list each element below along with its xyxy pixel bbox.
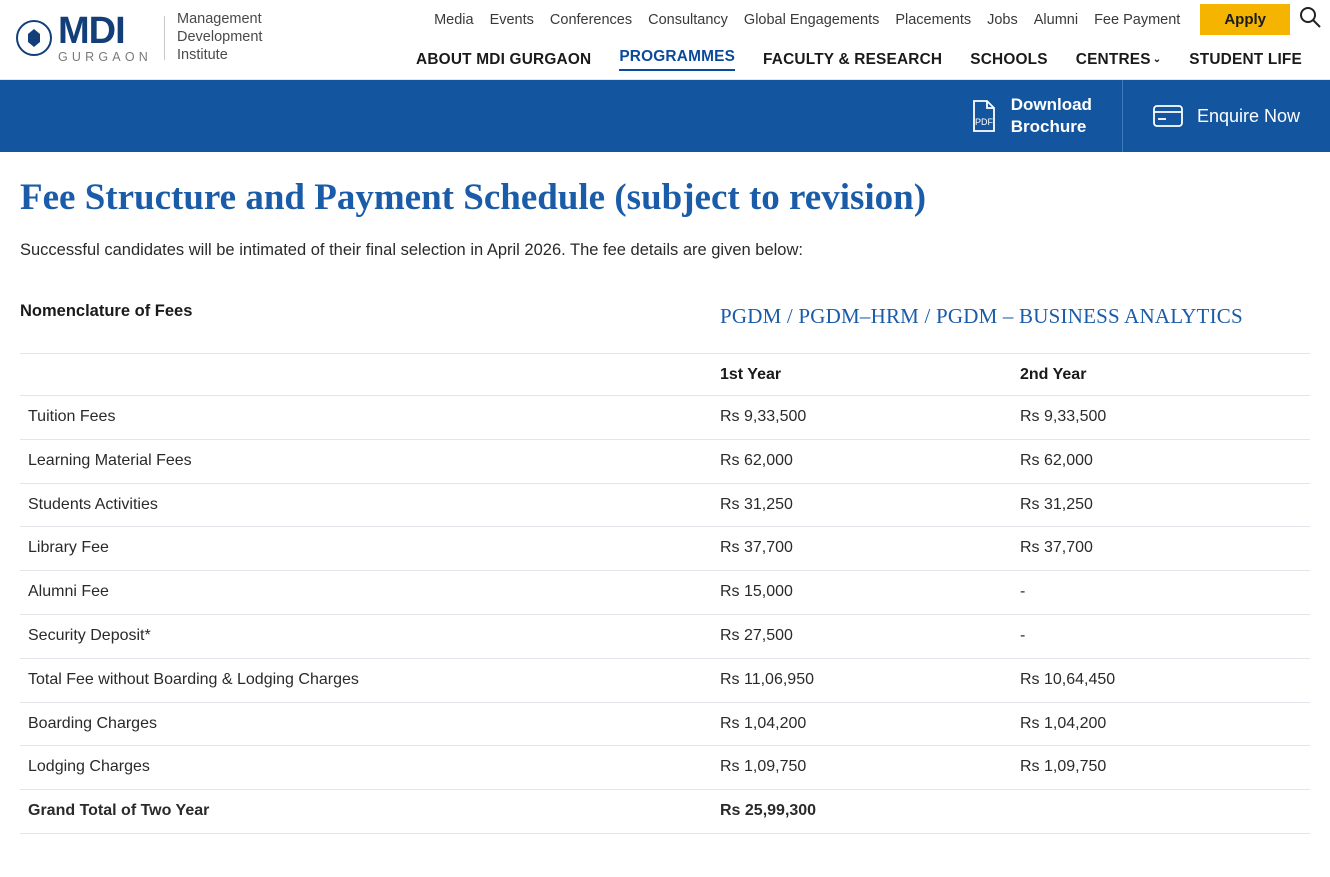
subheader-blank xyxy=(20,353,720,395)
top-link-media[interactable]: Media xyxy=(434,11,474,28)
top-link-global-engagements[interactable]: Global Engagements xyxy=(743,11,880,28)
row-label: Lodging Charges xyxy=(20,746,720,790)
table-row xyxy=(20,439,1310,483)
row-year-2-value: Rs 37,700 xyxy=(1020,527,1310,571)
row-year-2-value: Rs 31,250 xyxy=(1020,483,1310,527)
table-row xyxy=(20,614,1310,658)
column-header-programme: PGDM / PGDM–HRM / PGDM – BUSINESS ANALYTICS xyxy=(720,290,1310,353)
row-year-1-value: Rs 1,09,750 xyxy=(720,746,1020,790)
table-row xyxy=(20,571,1310,615)
table-header-row xyxy=(20,290,1310,353)
download-brochure-button[interactable] xyxy=(941,80,1123,152)
logo-wordmark xyxy=(58,12,152,64)
row-year-2-value: Rs 1,09,750 xyxy=(1020,746,1310,790)
logo-divider xyxy=(164,16,165,60)
row-label: Students Activities xyxy=(20,483,720,527)
download-line-2: Brochure xyxy=(1010,117,1087,136)
column-header-nomenclature: Nomenclature of Fees xyxy=(20,290,720,353)
row-label: Library Fee xyxy=(20,527,720,571)
row-year-1-value: Rs 11,06,950 xyxy=(720,658,1020,702)
table-row xyxy=(20,527,1310,571)
row-label: Tuition Fees xyxy=(20,395,720,439)
row-year-1-value: Rs 37,700 xyxy=(720,527,1020,571)
row-year-1-value: Rs 31,250 xyxy=(720,483,1020,527)
row-year-2-value: Rs 62,000 xyxy=(1020,439,1310,483)
row-year-2-value: - xyxy=(1020,571,1310,615)
nav-item-student-life[interactable]: STUDENT LIFE xyxy=(1189,50,1302,68)
main-navigation xyxy=(416,48,1302,71)
row-year-2-value: Rs 1,04,200 xyxy=(1020,702,1310,746)
nav-item-about-mdi-gurgaon[interactable]: ABOUT MDI GURGAON xyxy=(416,50,592,68)
row-label: Grand Total of Two Year xyxy=(20,790,720,834)
enquire-now-button[interactable] xyxy=(1123,80,1330,152)
chevron-down-icon: ⌄ xyxy=(1152,53,1162,65)
svg-text:PDF: PDF xyxy=(974,117,993,127)
top-link-fee-payment[interactable]: Fee Payment xyxy=(1094,11,1181,28)
nav-item-faculty-research[interactable]: FACULTY & RESEARCH xyxy=(763,50,943,68)
fee-structure-table xyxy=(20,290,1310,834)
logo-full-name: Management Development Institute xyxy=(177,11,263,63)
row-year-2-value xyxy=(1020,790,1310,834)
row-label: Boarding Charges xyxy=(20,702,720,746)
top-link-conferences[interactable]: Conferences xyxy=(549,11,633,28)
intro-paragraph: Successful candidates will be intimated of their final selection in April 2026. The fee details are given below: xyxy=(20,241,803,259)
logo-mdi-text: MDI xyxy=(58,10,125,53)
table-row xyxy=(20,746,1310,790)
top-link-placements[interactable]: Placements xyxy=(895,11,972,28)
top-link-consultancy[interactable]: Consultancy xyxy=(648,11,728,28)
row-label: Alumni Fee xyxy=(20,571,720,615)
row-year-1-value: Rs 9,33,500 xyxy=(720,395,1020,439)
download-line-1: Download xyxy=(1010,94,1092,114)
table-row xyxy=(20,483,1310,527)
search-icon[interactable] xyxy=(1298,5,1322,29)
credit-card-icon xyxy=(1153,105,1183,127)
apply-button[interactable]: Apply xyxy=(1200,4,1290,35)
table-row xyxy=(20,395,1310,439)
nav-item-programmes[interactable]: PROGRAMMES xyxy=(619,48,735,71)
top-link-alumni[interactable]: Alumni xyxy=(1033,11,1079,28)
page-title: Fee Structure and Payment Schedule (subject to revision) xyxy=(20,177,927,218)
top-link-jobs[interactable]: Jobs xyxy=(987,11,1018,28)
table-row xyxy=(20,658,1310,702)
download-brochure-label xyxy=(1011,94,1092,139)
column-header-year-1: 1st Year xyxy=(720,353,1020,395)
row-year-2-value: Rs 9,33,500 xyxy=(1020,395,1310,439)
column-header-year-2: 2nd Year xyxy=(1020,353,1310,395)
row-year-1-value: Rs 1,04,200 xyxy=(720,702,1020,746)
table-row xyxy=(20,702,1310,746)
nav-item-centres-label: CENTRES xyxy=(1075,50,1151,68)
row-label: Learning Material Fees xyxy=(20,439,720,483)
row-label: Security Deposit* xyxy=(20,614,720,658)
pdf-file-icon xyxy=(971,100,997,132)
main-content xyxy=(0,152,1330,834)
mdi-seal-icon xyxy=(16,20,52,56)
row-year-2-value: - xyxy=(1020,614,1310,658)
row-label: Total Fee without Boarding & Lodging Charges xyxy=(20,658,720,702)
site-logo[interactable] xyxy=(16,10,297,66)
utility-nav xyxy=(434,4,1290,35)
row-year-2-value: Rs 10,64,450 xyxy=(1020,658,1310,702)
top-link-events[interactable]: Events xyxy=(489,11,534,28)
row-year-1-value: Rs 62,000 xyxy=(720,439,1020,483)
row-year-1-value: Rs 15,000 xyxy=(720,571,1020,615)
row-year-1-value: Rs 25,99,300 xyxy=(720,790,1020,834)
logo-gurgaon-text: GURGAON xyxy=(58,50,152,65)
row-year-1-value: Rs 27,500 xyxy=(720,614,1020,658)
action-bar xyxy=(0,80,1330,152)
table-subheader-row xyxy=(20,353,1310,395)
enquire-now-label: Enquire Now xyxy=(1196,105,1300,126)
table-row-grand-total xyxy=(20,790,1310,834)
site-header xyxy=(0,0,1330,80)
nav-item-schools[interactable]: SCHOOLS xyxy=(970,50,1048,68)
nav-item-centres[interactable] xyxy=(1076,51,1162,69)
